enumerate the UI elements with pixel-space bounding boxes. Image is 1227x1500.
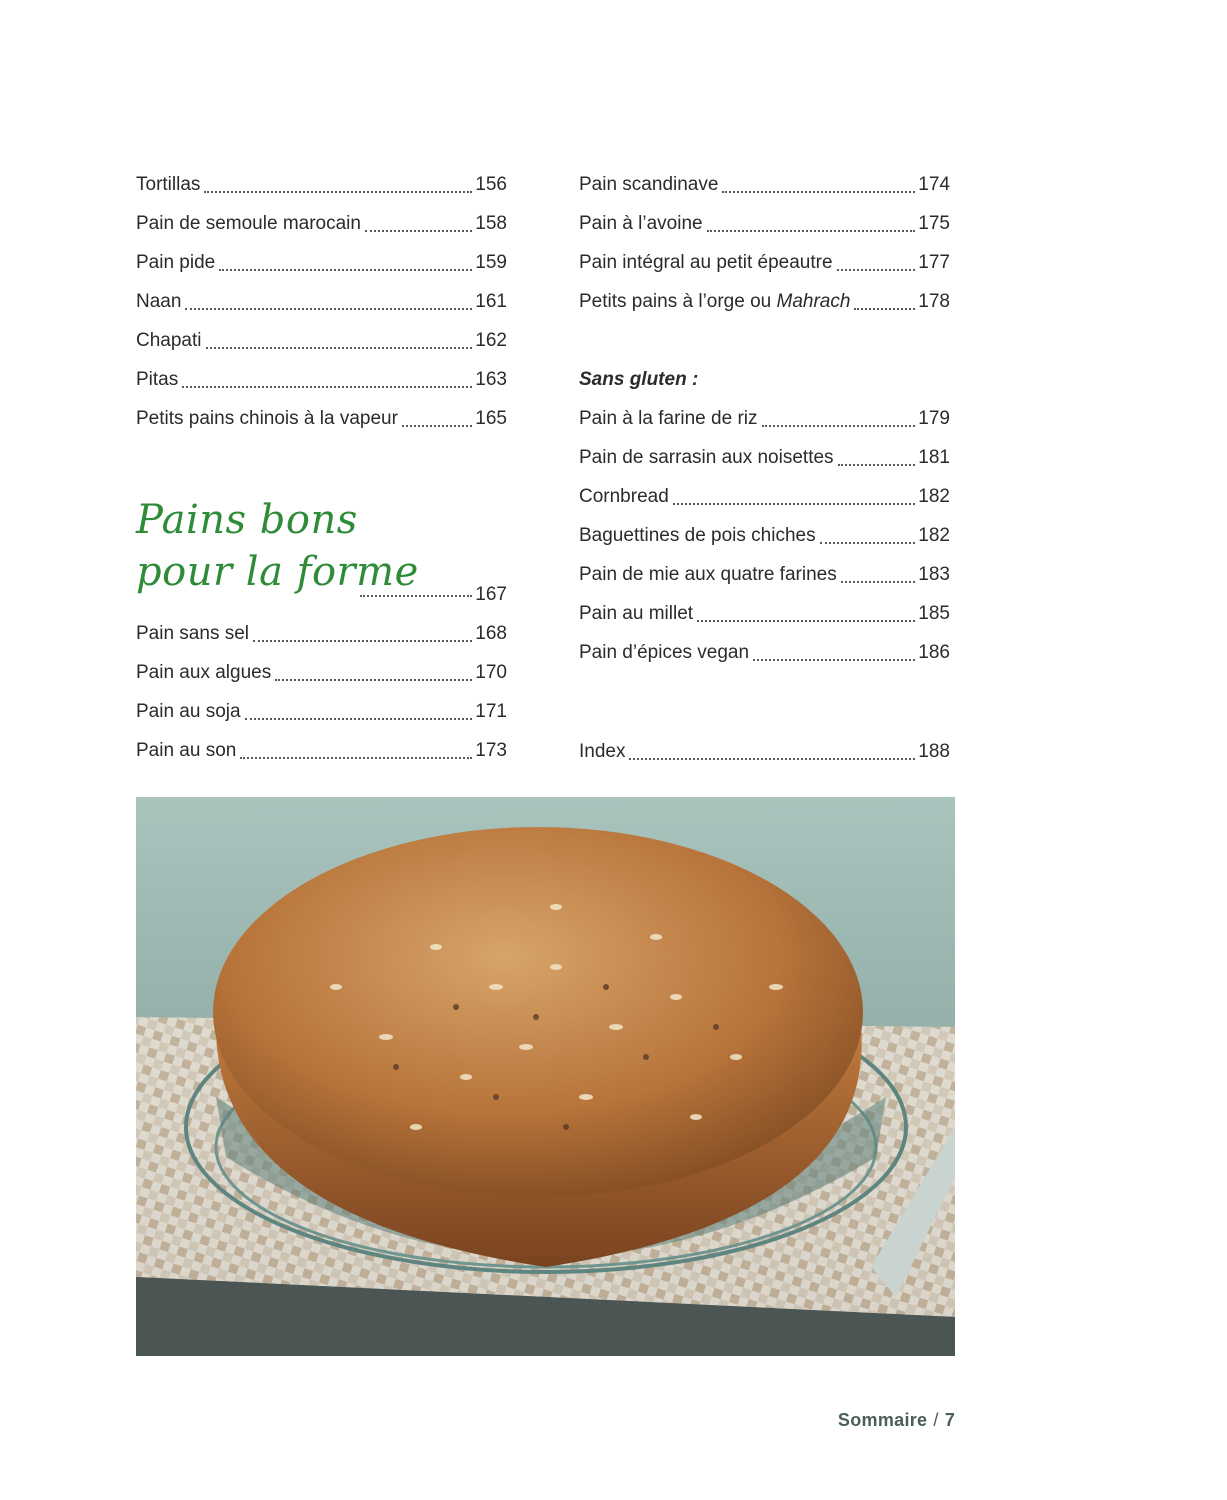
- dot-leader: [219, 269, 472, 271]
- bread-illustration: [136, 797, 955, 1356]
- toc-entry[interactable]: Pain de semoule marocain 158: [136, 213, 507, 234]
- dot-leader: [206, 347, 473, 349]
- dot-leader: [837, 269, 916, 271]
- toc-entry[interactable]: Pain de mie aux quatre farines 183: [579, 564, 950, 585]
- toc-entry[interactable]: Naan 161: [136, 291, 507, 312]
- toc-entry[interactable]: Pain à la farine de riz 179: [579, 408, 950, 429]
- toc-entry[interactable]: Pain au son 173: [136, 740, 507, 761]
- toc-entry[interactable]: Pain sans sel 168: [136, 623, 507, 644]
- bread-photo: [136, 797, 955, 1356]
- dot-leader: [820, 542, 916, 544]
- dot-leader: [854, 308, 915, 310]
- toc-right-column: [579, 163, 950, 670]
- toc-entry[interactable]: Petits pains à l’orge ou Mahrach 178: [579, 291, 950, 312]
- dot-leader: [838, 464, 916, 466]
- toc-entry[interactable]: Pain à l’avoine 175: [579, 213, 950, 234]
- dot-leader: [722, 191, 915, 193]
- gluten-free-heading: Sans gluten :: [579, 369, 699, 390]
- dot-leader: [707, 230, 916, 232]
- dot-leader: [402, 425, 472, 427]
- dot-leader: [185, 308, 472, 310]
- page-footer: [838, 1410, 955, 1431]
- dot-leader: [275, 679, 472, 681]
- dot-leader: [365, 230, 472, 232]
- toc-entry[interactable]: Tortillas 156: [136, 174, 507, 195]
- dot-leader: [762, 425, 916, 427]
- dot-leader: [673, 503, 916, 505]
- section-page-entry: 167: [360, 572, 507, 606]
- dot-leader: [204, 191, 472, 193]
- footer-separator: /: [933, 1410, 939, 1430]
- toc-entry[interactable]: Petits pains chinois à la vapeur 165: [136, 408, 507, 429]
- toc-left-column-2: [136, 612, 507, 768]
- dot-leader: [360, 595, 472, 597]
- toc-entry[interactable]: Pain intégral au petit épeautre 177: [579, 252, 950, 273]
- toc-entry[interactable]: Pain au soja 171: [136, 701, 507, 722]
- toc-entry[interactable]: Cornbread 182: [579, 486, 950, 507]
- dot-leader: [245, 718, 473, 720]
- toc-entry[interactable]: Pain aux algues 170: [136, 662, 507, 683]
- toc-entry[interactable]: Pain pide 159: [136, 252, 507, 273]
- dot-leader: [753, 659, 915, 661]
- dot-leader: [697, 620, 915, 622]
- dot-leader: [629, 758, 915, 760]
- toc-entry[interactable]: Pain au millet 185: [579, 603, 950, 624]
- dot-leader: [240, 757, 472, 759]
- dot-leader: [253, 640, 472, 642]
- toc-entry[interactable]: Chapati 162: [136, 330, 507, 351]
- page-number: 7: [944, 1410, 955, 1430]
- toc-entry[interactable]: Pitas 163: [136, 369, 507, 390]
- toc-entry[interactable]: Pain scandinave 174: [579, 174, 950, 195]
- toc-left-column: [136, 163, 507, 436]
- section-heading[interactable]: [136, 494, 507, 614]
- toc-entry-index[interactable]: Index 188: [579, 741, 950, 762]
- toc-entry[interactable]: Pain de sarrasin aux noisettes 181: [579, 447, 950, 468]
- section-title: Pains bons pour la forme: [136, 497, 419, 595]
- toc-entry[interactable]: Pain d’épices vegan 186: [579, 642, 950, 663]
- toc-entry[interactable]: Baguettines de pois chiches 182: [579, 525, 950, 546]
- index-entry-wrap: [579, 730, 950, 769]
- dot-leader: [182, 386, 472, 388]
- dot-leader: [841, 581, 916, 583]
- footer-section: Sommaire: [837, 1410, 928, 1430]
